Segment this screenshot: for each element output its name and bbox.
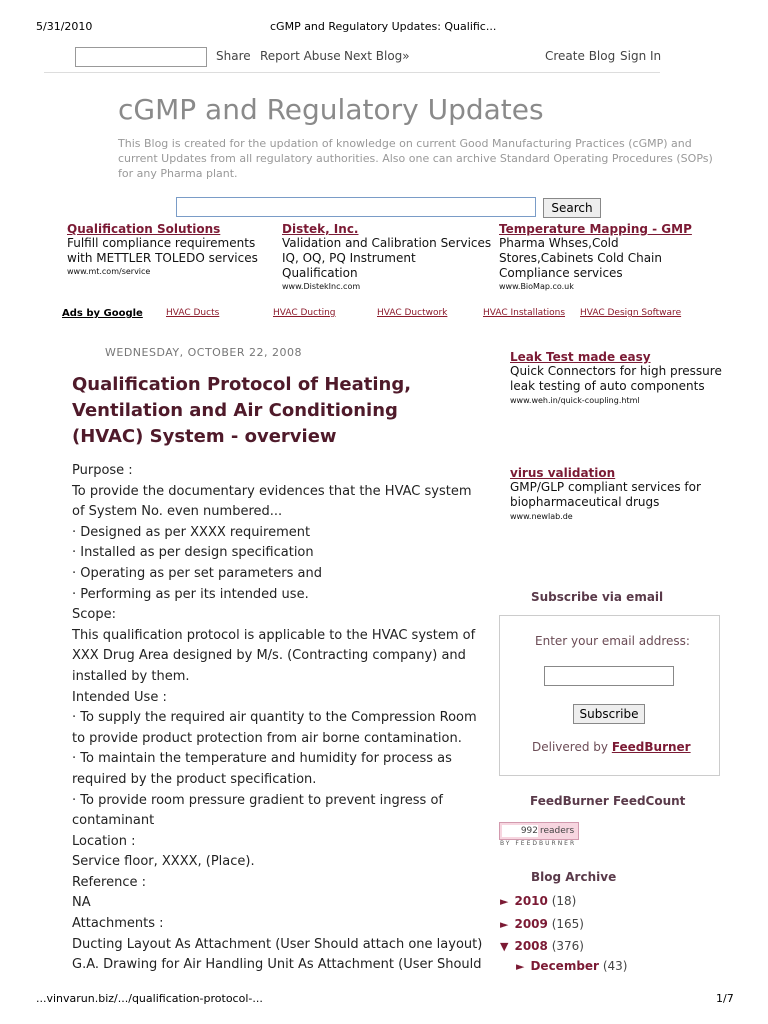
post-line: · Installed as per design specification	[72, 545, 314, 561]
archive-label[interactable]: 2008	[514, 939, 548, 953]
collapse-arrow-icon[interactable]: ▼	[500, 940, 509, 953]
ad-title[interactable]: Distek, Inc.	[282, 222, 359, 236]
archive-year-2009[interactable]	[500, 917, 584, 931]
post-line: Purpose :	[72, 463, 133, 478]
email-prompt: Enter your email address:	[535, 634, 690, 648]
top-ad-3[interactable]	[499, 222, 692, 293]
ad-url[interactable]: www.mt.com/service	[67, 267, 151, 276]
side-ad-1[interactable]	[510, 350, 730, 407]
blog-title[interactable]: cGMP and Regulatory Updates	[118, 93, 544, 126]
post-date: WEDNESDAY, OCTOBER 22, 2008	[105, 346, 302, 359]
subscribe-button[interactable]: Subscribe	[573, 704, 645, 724]
feedcount-label: readers	[540, 826, 575, 836]
delivered-by	[532, 740, 691, 754]
print-url: ...vinvarun.biz/.../qualification-protocol-...	[36, 992, 263, 1005]
ad-url[interactable]: www.DistekInc.com	[282, 282, 361, 291]
report-abuse-link[interactable]: Report Abuse	[260, 49, 341, 63]
archive-month-december[interactable]	[516, 959, 627, 973]
ad-text: Validation and Calibration Services IQ, OQ, PQ Instrument Qualification	[282, 236, 492, 280]
post-line: Intended Use :	[72, 689, 167, 705]
post-line: required by the product specification.	[72, 771, 317, 787]
post-line: · To maintain the temperature and humidity for process as	[72, 751, 452, 767]
print-page-number: 1/7	[716, 992, 734, 1005]
ad-link[interactable]: HVAC Installations	[483, 308, 566, 318]
ad-url[interactable]: www.weh.in/quick-coupling.html	[510, 396, 640, 405]
post-line: to provide product protection from air borne contamination.	[72, 730, 462, 746]
ad-text: Quick Connectors for high pressure leak testing of auto components	[510, 364, 722, 393]
archive-label[interactable]: 2009	[514, 917, 548, 931]
post-line: · Performing as per its intended use.	[72, 586, 309, 602]
create-blog-link[interactable]: Create Blog	[545, 49, 616, 63]
search-button[interactable]: Search	[543, 198, 601, 218]
print-title: cGMP and Regulatory Updates: Qualific...	[270, 20, 497, 33]
post-line: · Designed as per XXXX requirement	[72, 524, 311, 540]
post-line: Scope:	[72, 607, 116, 623]
feedcount-number: 992	[502, 825, 538, 837]
post-line: Reference :	[72, 874, 146, 890]
archive-heading: Blog Archive	[531, 870, 617, 884]
post-line: Attachments :	[72, 916, 164, 932]
ad-title[interactable]: virus validation	[510, 466, 616, 480]
feedcount-badge[interactable]	[499, 822, 579, 840]
archive-year-2010[interactable]	[500, 894, 576, 908]
side-ad-2[interactable]	[510, 466, 730, 523]
print-date: 5/31/2010	[36, 20, 93, 33]
post-line: · Operating as per set parameters and	[72, 565, 322, 581]
ad-search-input[interactable]	[176, 197, 536, 217]
navbar-divider	[44, 72, 660, 73]
feedburner-link[interactable]: FeedBurner	[611, 740, 691, 754]
ad-text: Pharma Whses,Cold Stores,Cabinets Cold Chain Compliance services	[499, 236, 662, 280]
archive-year-2008[interactable]	[500, 939, 584, 953]
ad-link[interactable]: HVAC Ducts	[166, 308, 220, 318]
share-link[interactable]: Share	[216, 49, 251, 63]
ad-link[interactable]: HVAC Ductwork	[377, 308, 448, 318]
next-blog-link[interactable]: Next Blog»	[344, 49, 410, 63]
ad-text: Fulfill compliance requirements with METTLER TOLEDO services	[67, 236, 258, 265]
post-body	[72, 461, 483, 976]
archive-label[interactable]: 2010	[514, 894, 548, 908]
archive-label[interactable]: December	[530, 959, 599, 973]
blog-description: This Blog is created for the updation of knowledge on current Good Manufacturing Practices (cGMP) and current Updates from all regulatory authorities. Also one can archive Standard Operating Procedures (SOPs) for any Pharma plant.	[118, 137, 713, 180]
by-feedburner: BY FEEDBURNER	[500, 840, 577, 847]
top-ad-1[interactable]	[67, 222, 277, 278]
post-line: · To provide room pressure gradient to prevent ingress of	[72, 792, 443, 808]
archive-count: (376)	[551, 939, 584, 953]
sign-in-link[interactable]: Sign In	[620, 49, 662, 63]
ad-text: GMP/GLP compliant services for biopharmaceutical drugs	[510, 480, 701, 509]
post-title[interactable]: Qualification Protocol of Heating, Ventilation and Air Conditioning (HVAC) System - overview	[72, 374, 412, 447]
post-line: This qualification protocol is applicable to the HVAC system of	[72, 627, 476, 643]
expand-arrow-icon[interactable]: ►	[500, 895, 509, 908]
archive-count: (165)	[551, 917, 584, 931]
ad-title[interactable]: Qualification Solutions	[67, 222, 221, 236]
expand-arrow-icon[interactable]: ►	[516, 960, 525, 973]
post-line: To provide the documentary evidences that the HVAC system	[72, 483, 472, 499]
ad-title[interactable]: Leak Test made easy	[510, 350, 651, 364]
archive-count: (43)	[602, 959, 628, 973]
post-line: XXX Drug Area designed by M/s. (Contracting company) and	[72, 648, 466, 664]
archive-count: (18)	[551, 894, 577, 908]
subscribe-heading: Subscribe via email	[531, 590, 664, 604]
top-ad-2[interactable]	[282, 222, 494, 293]
post-line: installed by them.	[72, 668, 190, 684]
ad-url[interactable]: www.BioMap.co.uk	[499, 282, 574, 291]
post-line: Location :	[72, 833, 136, 849]
post-line: G.A. Drawing for Air Handling Unit As Attachment (User Should	[72, 957, 482, 973]
ad-link[interactable]: HVAC Design Software	[580, 308, 682, 318]
navbar-search-input[interactable]	[75, 47, 207, 67]
ad-link[interactable]: HVAC Ducting	[273, 308, 336, 318]
ad-title[interactable]: Temperature Mapping - GMP	[499, 222, 692, 236]
ad-url[interactable]: www.newlab.de	[510, 512, 573, 521]
post-line: NA	[72, 895, 91, 911]
post-line: contaminant	[72, 813, 155, 829]
ads-by-google-label[interactable]: Ads by Google	[62, 308, 143, 319]
post-line: · To supply the required air quantity to the Compression Room	[72, 710, 477, 726]
post-line: Service floor, XXXX, (Place).	[72, 854, 255, 870]
expand-arrow-icon[interactable]: ►	[500, 918, 509, 931]
feedcount-heading: FeedBurner FeedCount	[530, 794, 686, 808]
post-line: Ducting Layout As Attachment (User Should attach one layout)	[72, 936, 483, 952]
delivered-by-text: Delivered by	[532, 740, 608, 754]
email-field[interactable]	[544, 666, 674, 686]
post-line: of System No. even numbered...	[72, 504, 283, 520]
